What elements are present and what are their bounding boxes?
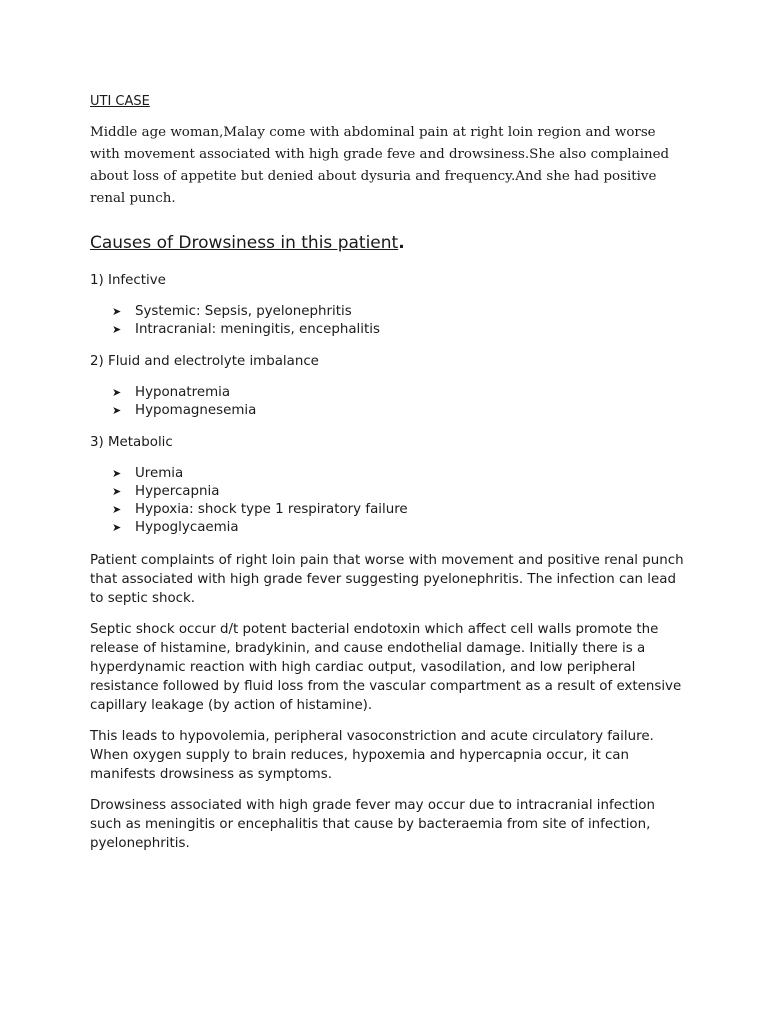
arrowhead-bullet-icon: ➤ [112, 305, 122, 318]
arrowhead-bullet-icon: ➤ [112, 467, 122, 480]
list-item [112, 384, 690, 402]
bullet-list [90, 465, 690, 537]
paragraph-intracranial: Drowsiness associated with high grade fever may occur due to intracranial infection such as meningitis or encephalitis that cause by bacteraemia from site of infection, pyelonephritis. [90, 798, 655, 851]
arrowhead-bullet-icon: ➤ [112, 404, 122, 417]
list-item-text: Hypoglycaemia [135, 520, 239, 535]
paragraph-hypovolemia: This leads to hypovolemia, peripheral vasoconstriction and acute circulatory failure. When oxygen supply to brain reduces, hypoxemia and hypercapnia occur, it can manifests drowsiness as symptoms. [90, 729, 654, 782]
group-title: 3) Metabolic [90, 435, 173, 450]
case-description: Middle age woman,Malay come with abdominal pain at right loin region and worse with movement associated with high grade feve and drowsiness.She also complained about loss of appetite but denied about dysuria and frequency.And she had positive renal punch. [90, 125, 670, 206]
list-item-text: Hyponatremia [135, 385, 231, 400]
list-item-text: Uremia [135, 466, 184, 481]
list-item [112, 519, 690, 537]
list-item [112, 465, 690, 483]
list-item-text: Hypoxia: shock type 1 respiratory failure [135, 502, 408, 517]
arrowhead-bullet-icon: ➤ [112, 503, 122, 516]
list-item-text: Hypercapnia [135, 484, 220, 499]
group-fluid-electrolyte [90, 353, 690, 420]
section-title-period: . [398, 233, 405, 253]
list-item [112, 402, 690, 420]
group-title: 2) Fluid and electrolyte imbalance [90, 354, 319, 369]
group-infective [90, 272, 690, 339]
section-title-text: Causes of Drowsiness in this patient [90, 233, 399, 253]
list-item [112, 321, 690, 339]
paragraph-septic-shock: Septic shock occur d/t potent bacterial endotoxin which affect cell walls promote the release of histamine, bradykinin, and cause endothelial damage. Initially there is a hyperdynamic reaction with high cardiac output, vasodilation, and low peripheral resistance followed by fluid loss from the vascular compartment as a result of extensive capillary leakage (by action of histamine). [90, 622, 682, 713]
arrowhead-bullet-icon: ➤ [112, 485, 122, 498]
list-item [112, 501, 690, 519]
section-title [90, 232, 690, 254]
case-title: UTI CASE [90, 94, 150, 109]
list-item [112, 303, 690, 321]
group-metabolic [90, 434, 690, 537]
group-title: 1) Infective [90, 273, 166, 288]
list-item-text: Intracranial: meningitis, encephalitis [135, 322, 380, 337]
list-item-text: Systemic: Sepsis, pyelonephritis [135, 304, 352, 319]
bullet-list [90, 384, 690, 420]
list-item [112, 483, 690, 501]
bullet-list [90, 303, 690, 339]
arrowhead-bullet-icon: ➤ [112, 386, 122, 399]
list-item-text: Hypomagnesemia [135, 403, 257, 418]
document-page [90, 94, 690, 865]
paragraph-pyelonephritis: Patient complaints of right loin pain that worse with movement and positive renal punch that associated with high grade fever suggesting pyelonephritis. The infection can lead to septic shock. [90, 553, 684, 606]
arrowhead-bullet-icon: ➤ [112, 323, 122, 336]
arrowhead-bullet-icon: ➤ [112, 521, 122, 534]
